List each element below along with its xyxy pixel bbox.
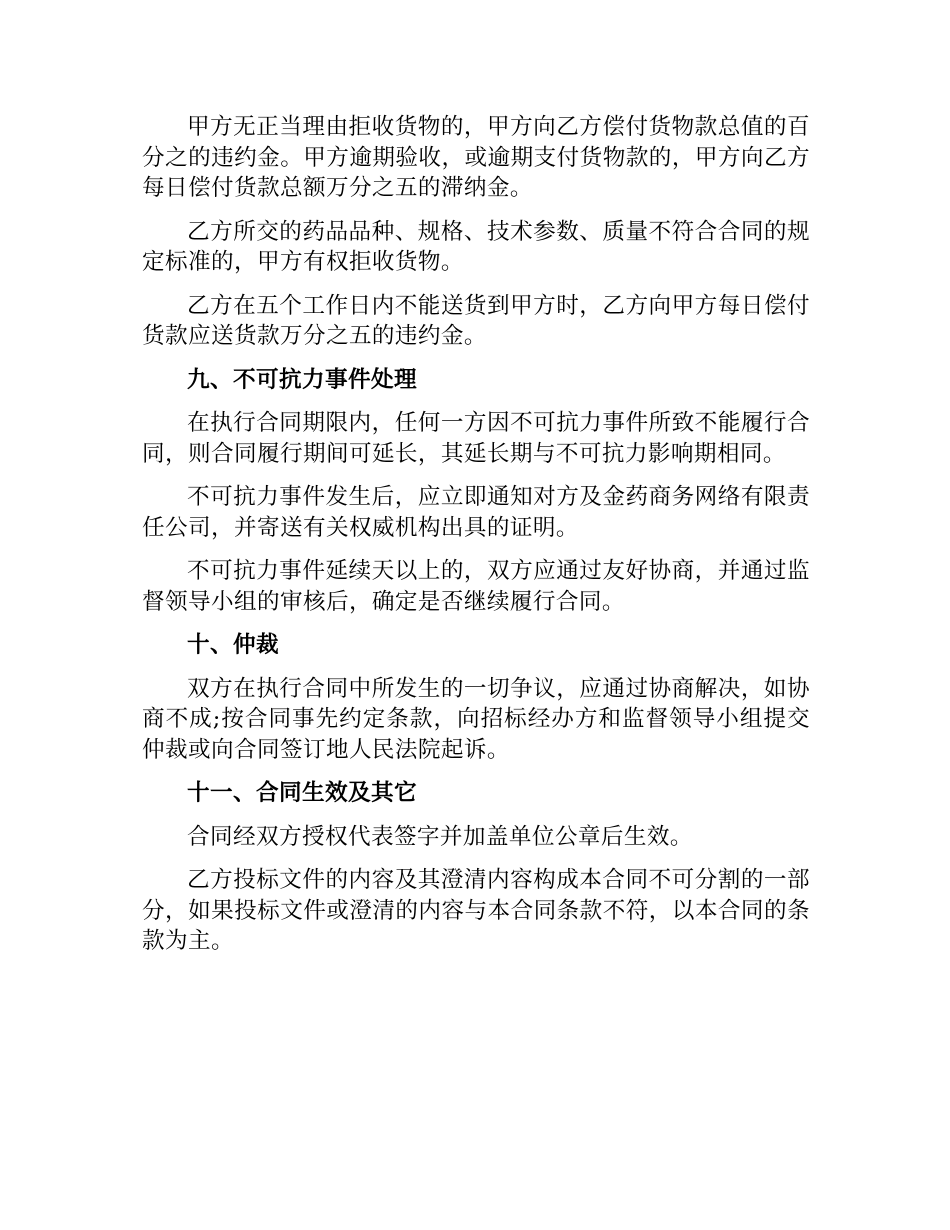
section-heading-effectiveness: 十一、合同生效及其它 [187, 780, 417, 806]
document-page [142, 112, 810, 970]
section-heading-arbitration: 十、仲裁 [187, 632, 279, 658]
paragraph-effectiveness: 合同经双方授权代表签字并加盖单位公章后生效。 [187, 823, 693, 850]
paragraph-delivery-delay: 乙方在五个工作日内不能送货到甲方时，乙方向甲方每日偿付货款应送货款万分之五的违约金。 [142, 292, 810, 349]
paragraph-bid-documents: 乙方投标文件的内容及其澄清内容构成本合同不可分割的一部分，如果投标文件或澄清的内容与本合同条款不符，以本合同的条款为主。 [142, 867, 810, 954]
paragraph-force-majeure-notice: 不可抗力事件发生后，应立即通知对方及金药商务网络有限责任公司，并寄送有关权威机构出具的证明。 [142, 484, 810, 541]
paragraph-force-majeure-duration: 不可抗力事件延续天以上的，双方应通过友好协商，并通过监督领导小组的审核后，确定是否继续履行合同。 [142, 558, 810, 615]
paragraph-force-majeure-extension: 在执行合同期限内，任何一方因不可抗力事件所致不能履行合同，则合同履行期间可延长，其延长期与不可抗力影响期相同。 [142, 410, 810, 467]
section-heading-force-majeure: 九、不可抗力事件处理 [187, 366, 417, 393]
paragraph-penalty-rejection: 甲方无正当理由拒收货物的，甲方向乙方偿付货物款总值的百分之的违约金。甲方逾期验收，或逾期支付货物款的，甲方向乙方每日偿付货款总额万分之五的滞纳金。 [142, 114, 810, 201]
paragraph-quality-nonconformance: 乙方所交的药品品种、规格、技术参数、质量不符合合同的规定标准的，甲方有权拒收货物。 [142, 218, 810, 275]
paragraph-arbitration: 双方在执行合同中所发生的一切争议，应通过协商解决，如协商不成;按合同事先约定条款，向招标经办方和监督领导小组提交仲裁或向合同签订地人民法院起诉。 [142, 675, 810, 763]
